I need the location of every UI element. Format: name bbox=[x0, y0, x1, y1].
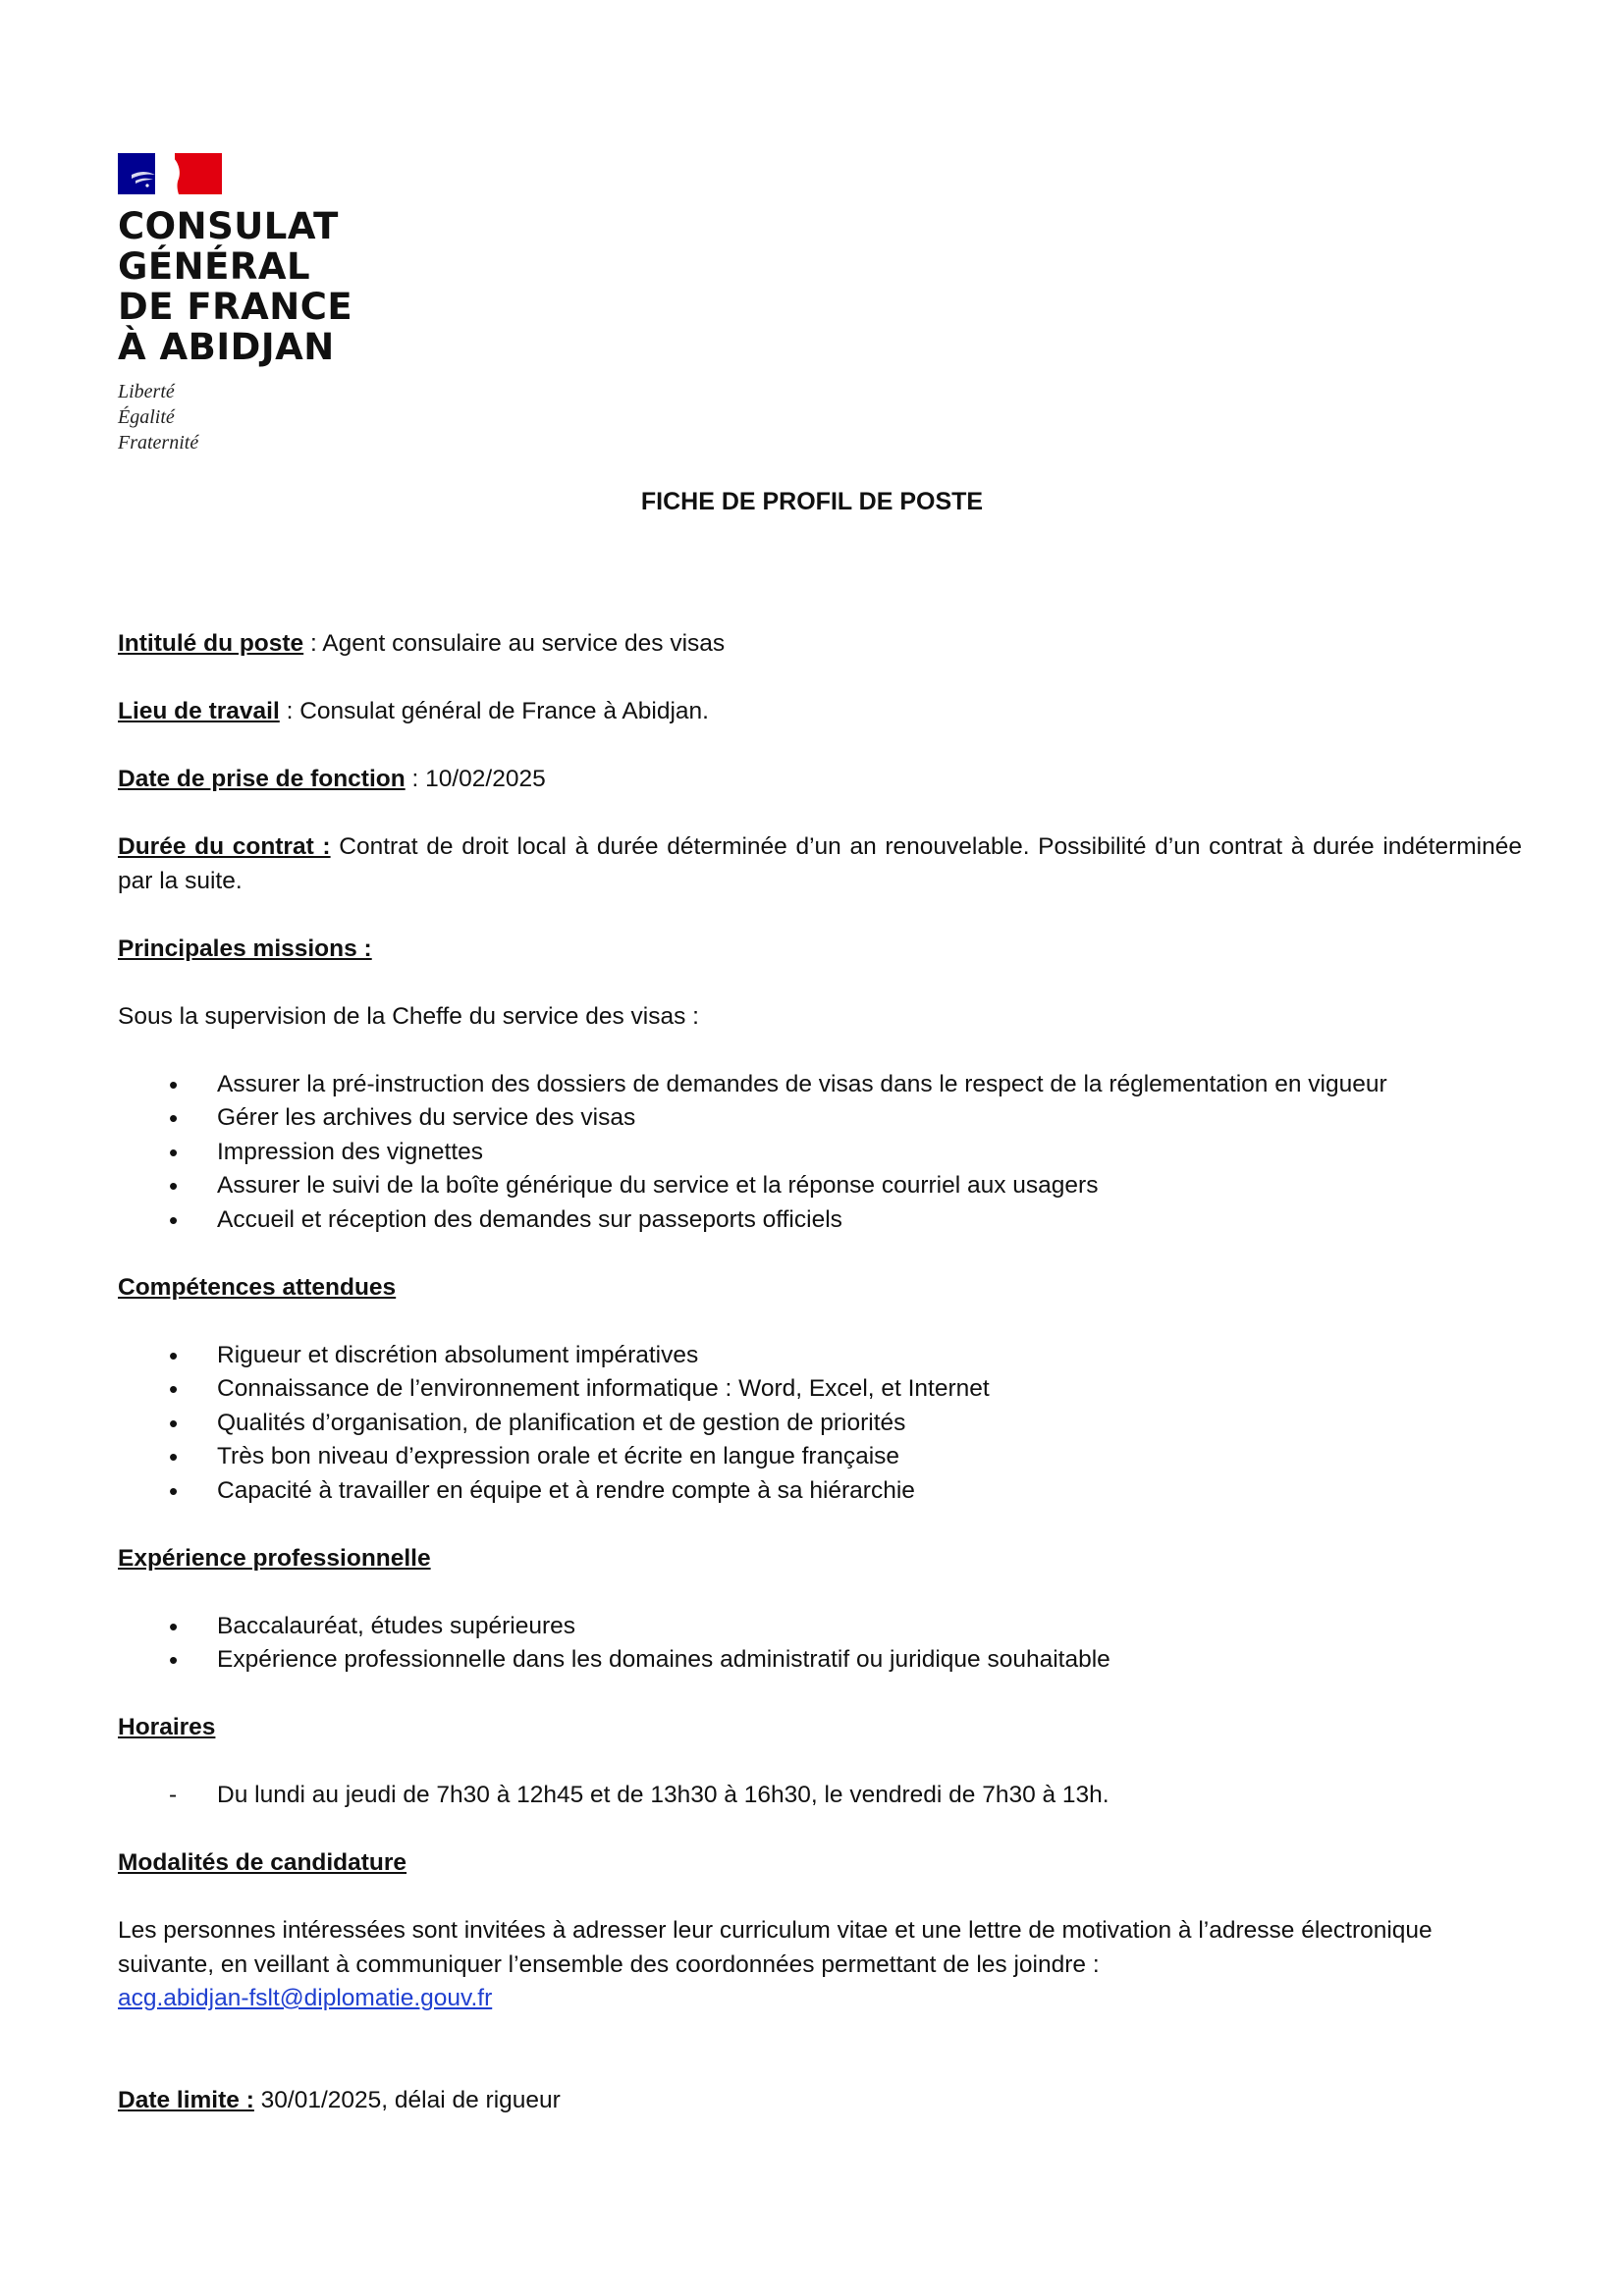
section-heading-missions bbox=[118, 933, 1522, 967]
date-limite bbox=[118, 2084, 1522, 2118]
institution-line: À ABIDJAN bbox=[118, 326, 335, 368]
motto-line: Liberté bbox=[118, 381, 175, 402]
republic-motto bbox=[118, 379, 412, 455]
horaires-list bbox=[118, 1779, 1522, 1813]
candidature-text bbox=[118, 1914, 1522, 2016]
list-item: • Impression des vignettes bbox=[118, 1136, 1522, 1170]
institution-name bbox=[118, 206, 412, 367]
section-heading: Compétences attendues bbox=[118, 1273, 397, 1301]
experience-list bbox=[118, 1610, 1522, 1678]
institution-line: GÉNÉRAL bbox=[118, 245, 311, 288]
section-heading-horaires bbox=[118, 1711, 1522, 1745]
list-item: • Baccalauréat, études supérieures bbox=[118, 1610, 1522, 1644]
field-value: Contrat de droit local à durée déterminée d’un an renouvelable. Possibilité d’un contrat à durée indéterminée par la suite. bbox=[118, 833, 1522, 894]
marianne-flag-icon bbox=[118, 153, 222, 194]
field-label: Intitulé du poste bbox=[118, 630, 304, 657]
list-item: • Capacité à travailler en équipe et à rendre compte à sa hiérarchie bbox=[118, 1474, 1522, 1509]
list-item: • Assurer la pré-instruction des dossiers de demandes de visas dans le respect de la réglementation en vigueur bbox=[118, 1068, 1522, 1102]
motto-line: Fraternité bbox=[118, 432, 199, 454]
field-separator: : bbox=[279, 698, 300, 724]
list-item: • Rigueur et discrétion absolument impératives bbox=[118, 1339, 1522, 1373]
field-value: 10/02/2025 bbox=[425, 766, 546, 792]
field-lieu bbox=[118, 695, 1522, 729]
list-item: • Connaissance de l’environnement informatique : Word, Excel, et Internet bbox=[118, 1372, 1522, 1407]
field-label: Date de prise de fonction bbox=[118, 766, 406, 792]
list-item: • Très bon niveau d’expression orale et écrite en langue française bbox=[118, 1440, 1522, 1474]
document-title: FICHE DE PROFIL DE POSTE bbox=[640, 488, 984, 515]
candidature-instructions: Les personnes intéressées sont invitées à adresser leur curriculum vitae et une lettre de motivation à l’adresse électronique suivante, en veillant à communiquer l’ensemble des coordonnées permettant de les joindre : bbox=[118, 1917, 1433, 1978]
list-item: • Assurer le suivi de la boîte générique du service et la réponse courriel aux usagers bbox=[118, 1169, 1522, 1203]
motto-line: Égalité bbox=[118, 406, 175, 428]
institution-line: DE FRANCE bbox=[118, 286, 353, 328]
field-value: Consulat général de France à Abidjan. bbox=[299, 698, 709, 724]
section-heading: Horaires bbox=[118, 1714, 216, 1740]
document-body bbox=[118, 627, 1522, 2152]
field-value: Agent consulaire au service des visas bbox=[322, 630, 726, 657]
section-heading-candidature bbox=[118, 1846, 1522, 1881]
institution-line: CONSULAT bbox=[118, 205, 339, 247]
missions-list bbox=[118, 1068, 1522, 1238]
consulate-logo bbox=[118, 153, 412, 455]
field-label: Date limite : bbox=[118, 2086, 254, 2113]
list-item: - Du lundi au jeudi de 7h30 à 12h45 et de 13h30 à 16h30, le vendredi de 7h30 à 13h. bbox=[118, 1779, 1522, 1813]
list-item: • Qualités d’organisation, de planification et de gestion de priorités bbox=[118, 1407, 1522, 1441]
field-separator: : bbox=[405, 766, 426, 792]
section-heading: Principales missions : bbox=[118, 934, 372, 962]
section-heading: Expérience professionnelle bbox=[118, 1544, 431, 1572]
spacer bbox=[118, 2050, 1522, 2084]
list-item: • Accueil et réception des demandes sur passeports officiels bbox=[118, 1203, 1522, 1238]
field-value: 30/01/2025, délai de rigueur bbox=[253, 2086, 561, 2113]
field-label: Durée du contrat : bbox=[118, 833, 331, 860]
email-link[interactable]: acg.abidjan-fslt@diplomatie.gouv.fr bbox=[118, 1985, 493, 2011]
missions-intro: Sous la supervision de la Cheffe du service des visas : bbox=[118, 1002, 699, 1030]
field-duree bbox=[118, 830, 1522, 898]
field-separator: : bbox=[303, 630, 323, 657]
field-label: Lieu de travail bbox=[118, 698, 280, 724]
field-intitule bbox=[118, 627, 1522, 662]
competences-list bbox=[118, 1339, 1522, 1509]
section-heading-experience bbox=[118, 1542, 1522, 1576]
list-item: • Gérer les archives du service des visas bbox=[118, 1101, 1522, 1136]
section-heading: Modalités de candidature bbox=[118, 1849, 407, 1876]
list-item: • Expérience professionnelle dans les domaines administratif ou juridique souhaitable bbox=[118, 1643, 1522, 1678]
field-date-prise bbox=[118, 763, 1522, 797]
section-heading-competences bbox=[118, 1271, 1522, 1306]
